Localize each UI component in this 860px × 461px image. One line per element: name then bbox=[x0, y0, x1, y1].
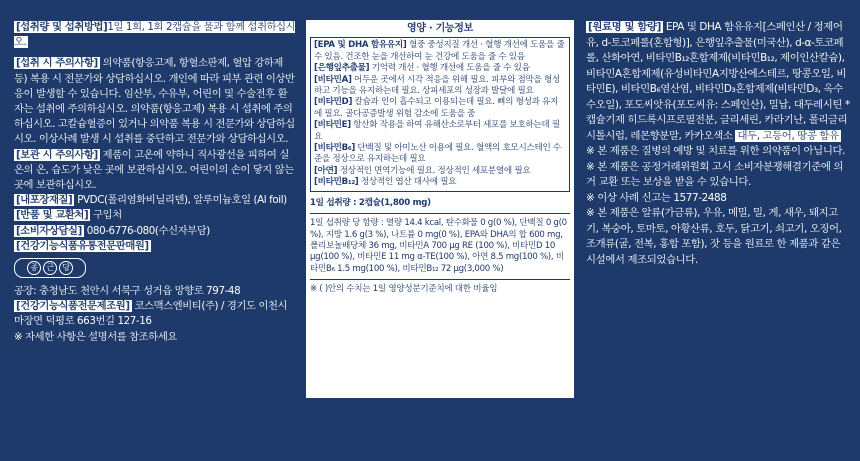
note-allergen-facility: ※ 본 제품은 알류(가금류), 우유, 메밀, 밀, 게, 새우, 돼지고기, 복숭아, 토마토, 아황산류, 호두, 닭고기, 쇠고기, 오징어, 조개류(굴, 전복, 홍합 포함), 잣 등을 원료로 한 제품과 같은 시설에서 제조되었습니다. bbox=[586, 207, 842, 266]
function-item-vitamin-a: [비타민A] 어두운 곳에서 시각 적응을 위해 필요. 피부와 점막을 형성하고 기능을 유지하는데 필요. 상피세포의 성장과 발달에 필요 bbox=[314, 74, 560, 97]
factory-address: 공장: 충청남도 천안시 서북구 성거읍 망향로 797-48 bbox=[14, 285, 241, 298]
function-item-ginkgo: [은행잎추출물] 기억력 개선 · 혈행 개선에 도움을 줄 수 있음 bbox=[314, 63, 530, 74]
seller-title: [건강기능식품유통전문판매원] bbox=[16, 239, 149, 252]
return-body: 구입처 bbox=[90, 209, 122, 222]
packaging-body: PVDC(폴리염화비닐리덴), 알루미늄호일 (Al foil) bbox=[74, 194, 287, 207]
seller-logo-char-3: 당 bbox=[59, 261, 73, 275]
return-section bbox=[14, 208, 296, 223]
intake-section bbox=[14, 20, 296, 50]
nutrition-facts bbox=[310, 198, 570, 296]
function-list bbox=[310, 37, 570, 191]
ingredients-body: EPA 및 DHA 함유유지[스페인산 / 정제어유, d-토코페롤(혼합형)], 은행잎추출물(미국산), d-α-토코페롤, 산화아연, 비타민B₁₂혼합제제(비타민B₁₂, 제이인산칼슘), 비타민A혼합제제(유성비타민A지방산에스테르, 땅콩오일, 비타민E), 비타민B₆염산염, 비타민D₃혼합제제(비타민D₃, 옥수수오일), 포도씨앗유(포도씨유: 스페인산), 밀납, 대두레시틴 *캡슐기제 히드록시프로필전분, 글리세린, 카라기난, 폴리글리시톨시럽, 레몬향분말, 카카오색소 bbox=[586, 21, 850, 142]
daily-value-footnote: ※ ( )안의 수치는 1일 영양성분기준치에 대한 비율임 bbox=[310, 284, 498, 295]
manual-note: ※ 자세한 사항은 설명서를 참조하세요 bbox=[14, 330, 177, 343]
function-item-vitamin-e: [비타민E] 항산화 작용을 하여 유해산소로부터 세포를 보호하는데 필요 bbox=[314, 120, 560, 142]
packaging-title: [내포장재질] bbox=[16, 194, 73, 207]
consult-body: 080-6776-080(수신자부담) bbox=[83, 224, 210, 237]
seller-section bbox=[14, 239, 296, 254]
packaging-section bbox=[14, 193, 296, 208]
nutrition-content: 1일 섭취량 당 함량 : 열량 14.4 kcal, 탄수화물 0 g(0 %), 단백질 0 g(0 %), 지방 1.6 g(3 %), 나트륨 0 mg(0 %), EPA와 DHA의 합 600 mg, 폴리보놀배당체 36 mg, 비타민A 700 μg RE (100 %), 비타민D 10 μg(100 %), 비타민E 11 mg α-TE(100 %), 아연 8.5 mg(100 %), 비타민B₆ 1.5 mg(100 %), 비타민B₁₂ 72 μg(3,000 %) bbox=[310, 218, 567, 274]
storage-section bbox=[14, 148, 296, 194]
seller-logo-char-2: 근 bbox=[43, 261, 57, 275]
note-report: ※ 이상 사례 신고는 1577-2488 bbox=[586, 191, 727, 204]
seller-logo bbox=[14, 258, 86, 278]
storage-body: 제품이 고온에 약하니 직사광선을 피하여 실온의 온, 습도가 낮은 곳에 보관하십시오. 어린이의 손이 닿지 않는 곳에 보관하십시오. bbox=[14, 148, 294, 192]
intake-title: [섭취량 및 섭취방법] bbox=[16, 21, 108, 33]
note-not-medicine: ※ 본 제품은 질병의 예방 및 치료를 위한 의약품이 아닙니다. bbox=[586, 145, 845, 157]
note-exchange: ※ 본 제품은 공정거래위원회 고시 소비자분쟁해결기준에 의거 교환 또는 보상을 받을 수 있습니다. bbox=[586, 160, 844, 188]
function-item-vitamin-d: [비타민D] 칼슘과 인이 흡수되고 이용되는데 필요. 뼈의 형성과 유지에 필요. 골다공증발생 위험 감소에 도움을 줌 bbox=[314, 97, 559, 119]
caution-body: 의약품(항응고제, 항혈소판제, 혈압 강하제 등) 복용 시 전문가와 상담하십시오. 개인에 따라 피부 관련 이상반응이 발생할 수 있습니다. 임산부, 수유부, 어린이 및 수술전후 환자는 섭취에 주의하십시오. 의약품(항응고제) 복용 시 섭취에 주의하십시오. 고칼슘혈증이 있거나 의약품 복용 시 전문가와 상담하십시오. 이상사례 발생 시 섭취를 중단하고 전문가와 상담하십시오. bbox=[14, 57, 295, 146]
nutrition-box bbox=[306, 20, 574, 398]
ingredients-section bbox=[586, 20, 850, 144]
storage-title: [보관 시 주의사항] bbox=[16, 148, 98, 161]
consult-section bbox=[14, 224, 296, 239]
maker-section bbox=[14, 299, 296, 329]
serving-size: 1일 섭취량 : 2캡슐(1,800 mg) bbox=[310, 197, 431, 208]
function-item-vitamin-b6: [비타민B₆] 단백질 및 아미노산 이용에 필요. 혈액의 호모시스테인 수준을 정상으로 유지하는데 필요 bbox=[314, 143, 561, 165]
allergen-notice: 대두, 고등어, 땅콩 함유 bbox=[737, 129, 839, 142]
left-column bbox=[14, 20, 296, 345]
right-column bbox=[586, 20, 850, 268]
caution-section bbox=[14, 56, 296, 147]
maker-body: 코스맥스엔비티(주) / 경기도 이천시 마장면 덕평로 663번길 127-16 bbox=[14, 300, 288, 328]
function-item-vitamin-b12: [비타민B₁₂] 정상적인 엽산 대사에 필요 bbox=[314, 177, 457, 188]
divider bbox=[310, 213, 570, 214]
consult-title: [소비자상담실] bbox=[16, 224, 82, 237]
ingredients-title: [원료명 및 함량] bbox=[588, 21, 661, 33]
nutrition-title: 영양 · 기능정보 bbox=[406, 23, 474, 34]
return-title: [반품 및 교환처] bbox=[16, 209, 89, 222]
divider bbox=[310, 279, 570, 280]
maker-title: [건강기능식품전문제조원] bbox=[16, 300, 130, 313]
seller-logo-char-1: 종 bbox=[27, 261, 41, 275]
caution-title: [섭취 시 주의사항] bbox=[16, 57, 98, 70]
intake-body: 1일 1회, 1회 2캡슐을 물과 함께 섭취하십시오. bbox=[14, 21, 296, 49]
function-item-zinc: [아연] 정상적인 면역기능에 필요. 정상적인 세포분열에 필요 bbox=[314, 165, 531, 176]
function-item-epa-dha: [EPA 및 DHA 함유유지] 혈중 중성지질 개선 · 혈행 개선에 도움을 줄 수 있음. 건조한 눈을 개선하여 눈 건강에 도움을 줄 수 있음 bbox=[314, 40, 565, 62]
